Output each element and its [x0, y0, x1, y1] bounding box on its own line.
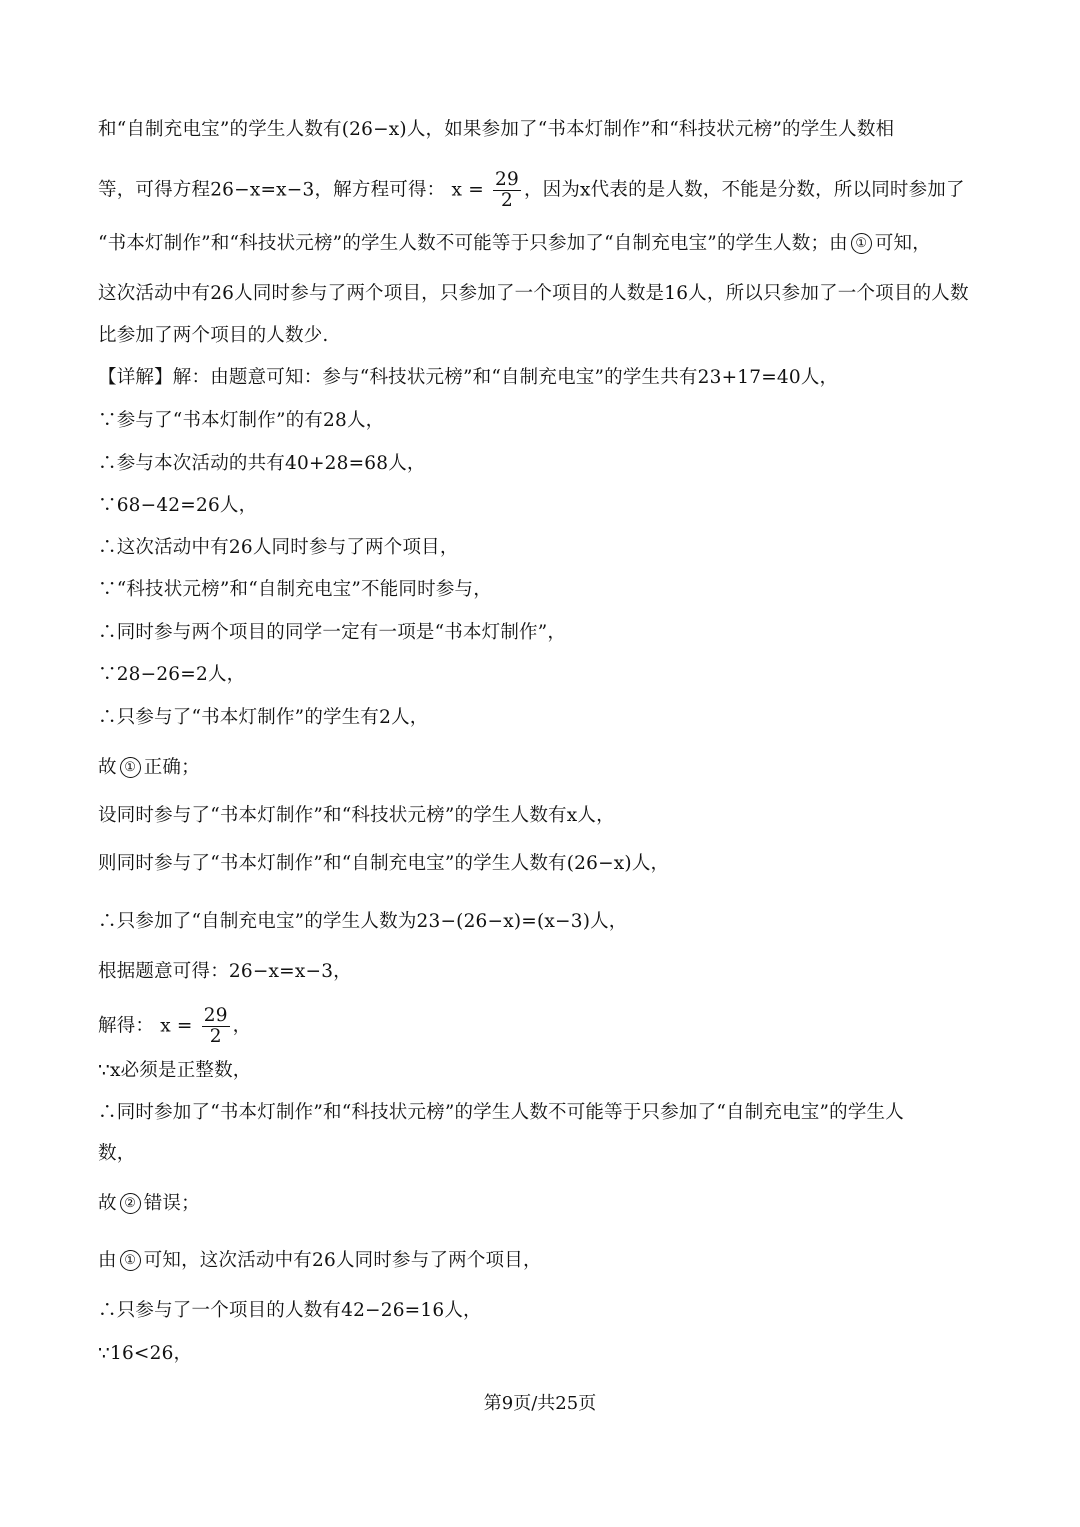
text-line: ∵x必须是正整数，	[98, 1060, 252, 1081]
text-line: 这次活动中有26人同时参与了两个项目，只参加了一个项目的人数是16人，所以只参加了一个项目的人数	[98, 283, 969, 304]
circled-one: ①	[851, 233, 872, 254]
text-line: ∵68−42=26人，	[98, 495, 258, 516]
text-line: 数，	[98, 1143, 136, 1164]
circled-one: ①	[120, 1250, 141, 1271]
math-lhs: x =	[160, 1015, 193, 1037]
circled-two: ②	[120, 1193, 141, 1214]
text-line: 和“自制充电宝”的学生人数有(26−x)人，如果参加了“书本灯制作”和“科技状元榜”的学生人数相	[98, 119, 895, 140]
text-line: ∴参与本次活动的共有40+28=68人，	[98, 453, 426, 474]
text-line: ∴同时参加了“书本灯制作”和“科技状元榜”的学生人数不可能等于只参加了“自制充电宝”的学生人	[98, 1102, 904, 1123]
text-line: “书本灯制作”和“科技状元榜”的学生人数不可能等于只参加了“自制充电宝”的学生人数；由 ① 可知，	[98, 233, 931, 254]
text-line: ∵28−26=2人，	[98, 664, 246, 685]
text-line: 由 ① 可知，这次活动中有26人同时参与了两个项目，	[98, 1250, 542, 1271]
text-line: 比参加了两个项目的人数少.	[98, 325, 329, 346]
text-line: ∴这次活动中有26人同时参与了两个项目，	[98, 537, 459, 558]
text-line: 解得： x = $\frac{29}{2}$ ，	[98, 1005, 252, 1047]
text-line: ∴只参与了一个项目的人数有42−26=16人，	[98, 1300, 482, 1321]
text-line: 故 ① 正确；	[98, 757, 200, 778]
text-line: 根据题意可得：26−x=x−3，	[98, 961, 352, 982]
text-line: ∵16<26，	[98, 1343, 193, 1364]
fraction: $\frac{29}{2}$	[203, 1005, 228, 1047]
text-line: ∵参与了“书本灯制作”的有28人，	[98, 410, 385, 431]
detail-heading-line: 【详解】解：由题意可知：参与“科技状元榜”和“自制充电宝”的学生共有23+17=40人，	[98, 367, 839, 388]
text-line: ∴同时参与两个项目的同学一定有一项是“书本灯制作”，	[98, 622, 567, 643]
page-footer: 第9页/共25页	[483, 1393, 597, 1414]
circled-one: ①	[120, 757, 141, 778]
text-line: 故 ② 错误；	[98, 1193, 200, 1214]
text-line: 设同时参与了“书本灯制作”和“科技状元榜”的学生人数有x人，	[98, 805, 615, 826]
math-lhs: x =	[451, 179, 484, 201]
text-line: 等，可得方程26−x=x−3，解方程可得： x = $\frac{29}{2}$ ，因为x代表的是人数，不能是分数，所以同时参加了	[98, 169, 965, 211]
text-line: ∴只参加了“自制充电宝”的学生人数为23−(26−x)=(x−3)人，	[98, 911, 628, 932]
text-line: ∴只参与了“书本灯制作”的学生有2人，	[98, 707, 429, 728]
text-line: 则同时参与了“书本灯制作”和“自制充电宝”的学生人数有(26−x)人，	[98, 853, 670, 874]
fraction: $\frac{29}{2}$	[495, 169, 519, 211]
text-line: ∵“科技状元榜”和“自制充电宝”不能同时参与，	[98, 579, 492, 600]
